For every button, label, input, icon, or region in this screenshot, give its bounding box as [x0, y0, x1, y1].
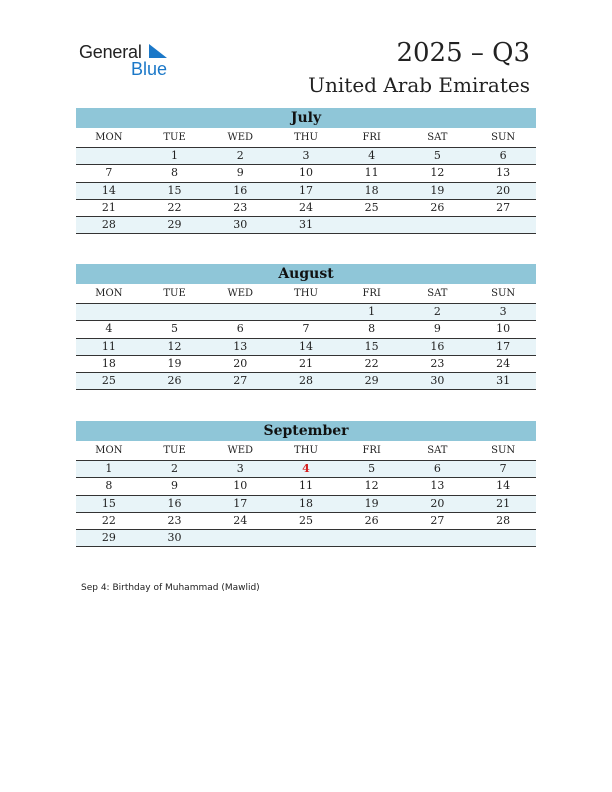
- month-august: [76, 264, 536, 390]
- day-cell: 9: [405, 321, 471, 338]
- day-cell: 7: [273, 321, 339, 338]
- day-cell: 12: [142, 338, 208, 355]
- day-cell: 3: [273, 148, 339, 165]
- day-cell: 18: [76, 355, 142, 372]
- week-row: [76, 165, 536, 182]
- day-cell: 11: [339, 165, 405, 182]
- day-cell: 26: [339, 512, 405, 529]
- day-cell: 24: [470, 355, 536, 372]
- calendar-grid: [76, 128, 536, 234]
- day-cell: 17: [273, 182, 339, 199]
- day-cell: 2: [207, 148, 273, 165]
- day-cell: 20: [405, 495, 471, 512]
- day-cell: 1: [339, 304, 405, 321]
- weekday-header-row: [76, 284, 536, 304]
- calendar-grid: [76, 441, 536, 547]
- day-cell: [142, 304, 208, 321]
- day-cell: 22: [76, 512, 142, 529]
- day-cell: 6: [405, 461, 471, 478]
- day-cell: 14: [470, 478, 536, 495]
- weekday-label: SAT: [405, 284, 471, 304]
- month-september: [76, 421, 536, 547]
- day-cell: 14: [76, 182, 142, 199]
- day-cell: 3: [207, 461, 273, 478]
- week-row: [76, 182, 536, 199]
- week-row: [76, 338, 536, 355]
- day-cell: 22: [142, 199, 208, 216]
- week-row: [76, 373, 536, 390]
- day-cell: 30: [142, 530, 208, 547]
- week-row: [76, 530, 536, 547]
- day-cell: 7: [76, 165, 142, 182]
- day-cell: [76, 148, 142, 165]
- month-title: August: [76, 264, 536, 284]
- day-cell: 19: [405, 182, 471, 199]
- month-july: [76, 108, 536, 234]
- day-cell: 17: [207, 495, 273, 512]
- weekday-label: MON: [76, 284, 142, 304]
- day-cell: [273, 530, 339, 547]
- weekday-label: WED: [207, 441, 273, 461]
- day-cell: 13: [470, 165, 536, 182]
- weekday-label: FRI: [339, 441, 405, 461]
- day-cell: [339, 530, 405, 547]
- day-cell: 12: [339, 478, 405, 495]
- day-cell: 27: [470, 199, 536, 216]
- day-cell: 16: [405, 338, 471, 355]
- day-cell: 6: [470, 148, 536, 165]
- logo-triangle-icon: [147, 44, 169, 60]
- day-cell: 18: [273, 495, 339, 512]
- day-cell: 25: [273, 512, 339, 529]
- day-cell: [405, 217, 471, 234]
- week-row: [76, 495, 536, 512]
- month-title: September: [76, 421, 536, 441]
- logo-text-general: General: [79, 42, 142, 62]
- day-cell: 28: [470, 512, 536, 529]
- holiday-day-cell: 4: [273, 461, 339, 478]
- day-cell: 6: [207, 321, 273, 338]
- day-cell: 9: [142, 478, 208, 495]
- week-row: [76, 148, 536, 165]
- day-cell: 21: [76, 199, 142, 216]
- holiday-note: Sep 4: Birthday of Muhammad (Mawlid): [81, 583, 260, 593]
- day-cell: 31: [470, 373, 536, 390]
- day-cell: [405, 530, 471, 547]
- weekday-label: SUN: [470, 284, 536, 304]
- day-cell: 24: [207, 512, 273, 529]
- day-cell: 19: [339, 495, 405, 512]
- weekday-label: THU: [273, 441, 339, 461]
- weekday-header-row: [76, 128, 536, 148]
- day-cell: 10: [207, 478, 273, 495]
- day-cell: 27: [207, 373, 273, 390]
- week-row: [76, 461, 536, 478]
- day-cell: 5: [405, 148, 471, 165]
- day-cell: 1: [142, 148, 208, 165]
- day-cell: 20: [207, 355, 273, 372]
- day-cell: [339, 217, 405, 234]
- day-cell: 2: [142, 461, 208, 478]
- weekday-label: SUN: [470, 441, 536, 461]
- calendar-grid: [76, 284, 536, 390]
- weekday-label: TUE: [142, 441, 208, 461]
- day-cell: [76, 304, 142, 321]
- week-row: [76, 199, 536, 216]
- day-cell: 15: [142, 182, 208, 199]
- day-cell: 5: [339, 461, 405, 478]
- day-cell: 16: [207, 182, 273, 199]
- day-cell: 15: [339, 338, 405, 355]
- day-cell: 29: [142, 217, 208, 234]
- logo-text-blue: Blue: [131, 59, 168, 79]
- day-cell: 3: [470, 304, 536, 321]
- week-row: [76, 512, 536, 529]
- week-row: [76, 355, 536, 372]
- day-cell: 1: [76, 461, 142, 478]
- day-cell: 4: [76, 321, 142, 338]
- page-title: 2025 – Q3: [396, 38, 530, 68]
- day-cell: [273, 304, 339, 321]
- weekday-label: TUE: [142, 284, 208, 304]
- day-cell: 13: [405, 478, 471, 495]
- day-cell: 21: [273, 355, 339, 372]
- day-cell: 23: [207, 199, 273, 216]
- day-cell: 11: [273, 478, 339, 495]
- day-cell: 8: [76, 478, 142, 495]
- day-cell: 29: [339, 373, 405, 390]
- day-cell: 27: [405, 512, 471, 529]
- day-cell: 17: [470, 338, 536, 355]
- day-cell: 26: [142, 373, 208, 390]
- day-cell: 8: [339, 321, 405, 338]
- day-cell: 19: [142, 355, 208, 372]
- day-cell: 11: [76, 338, 142, 355]
- day-cell: 10: [273, 165, 339, 182]
- weekday-label: SAT: [405, 128, 471, 148]
- day-cell: 20: [470, 182, 536, 199]
- day-cell: 14: [273, 338, 339, 355]
- day-cell: 28: [76, 217, 142, 234]
- day-cell: 7: [470, 461, 536, 478]
- weekday-label: MON: [76, 128, 142, 148]
- day-cell: 31: [273, 217, 339, 234]
- day-cell: 30: [405, 373, 471, 390]
- day-cell: 13: [207, 338, 273, 355]
- weekday-label: FRI: [339, 284, 405, 304]
- weekday-label: FRI: [339, 128, 405, 148]
- weekday-label: WED: [207, 284, 273, 304]
- week-row: [76, 304, 536, 321]
- weekday-label: SAT: [405, 441, 471, 461]
- day-cell: 24: [273, 199, 339, 216]
- day-cell: [207, 530, 273, 547]
- day-cell: 26: [405, 199, 471, 216]
- day-cell: 18: [339, 182, 405, 199]
- day-cell: 4: [339, 148, 405, 165]
- day-cell: 23: [142, 512, 208, 529]
- generalblue-logo: [79, 40, 189, 80]
- day-cell: 25: [76, 373, 142, 390]
- day-cell: 30: [207, 217, 273, 234]
- day-cell: 29: [76, 530, 142, 547]
- day-cell: 2: [405, 304, 471, 321]
- day-cell: [470, 530, 536, 547]
- weekday-label: THU: [273, 284, 339, 304]
- week-row: [76, 321, 536, 338]
- country-title: United Arab Emirates: [308, 73, 530, 97]
- day-cell: 9: [207, 165, 273, 182]
- day-cell: [470, 217, 536, 234]
- weekday-label: THU: [273, 128, 339, 148]
- month-title: July: [76, 108, 536, 128]
- day-cell: 8: [142, 165, 208, 182]
- day-cell: 25: [339, 199, 405, 216]
- day-cell: 22: [339, 355, 405, 372]
- day-cell: [207, 304, 273, 321]
- day-cell: 5: [142, 321, 208, 338]
- day-cell: 23: [405, 355, 471, 372]
- day-cell: 21: [470, 495, 536, 512]
- weekday-label: SUN: [470, 128, 536, 148]
- weekday-label: MON: [76, 441, 142, 461]
- day-cell: 10: [470, 321, 536, 338]
- day-cell: 15: [76, 495, 142, 512]
- weekday-label: TUE: [142, 128, 208, 148]
- day-cell: 28: [273, 373, 339, 390]
- weekday-header-row: [76, 441, 536, 461]
- week-row: [76, 478, 536, 495]
- day-cell: 12: [405, 165, 471, 182]
- day-cell: 16: [142, 495, 208, 512]
- week-row: [76, 217, 536, 234]
- weekday-label: WED: [207, 128, 273, 148]
